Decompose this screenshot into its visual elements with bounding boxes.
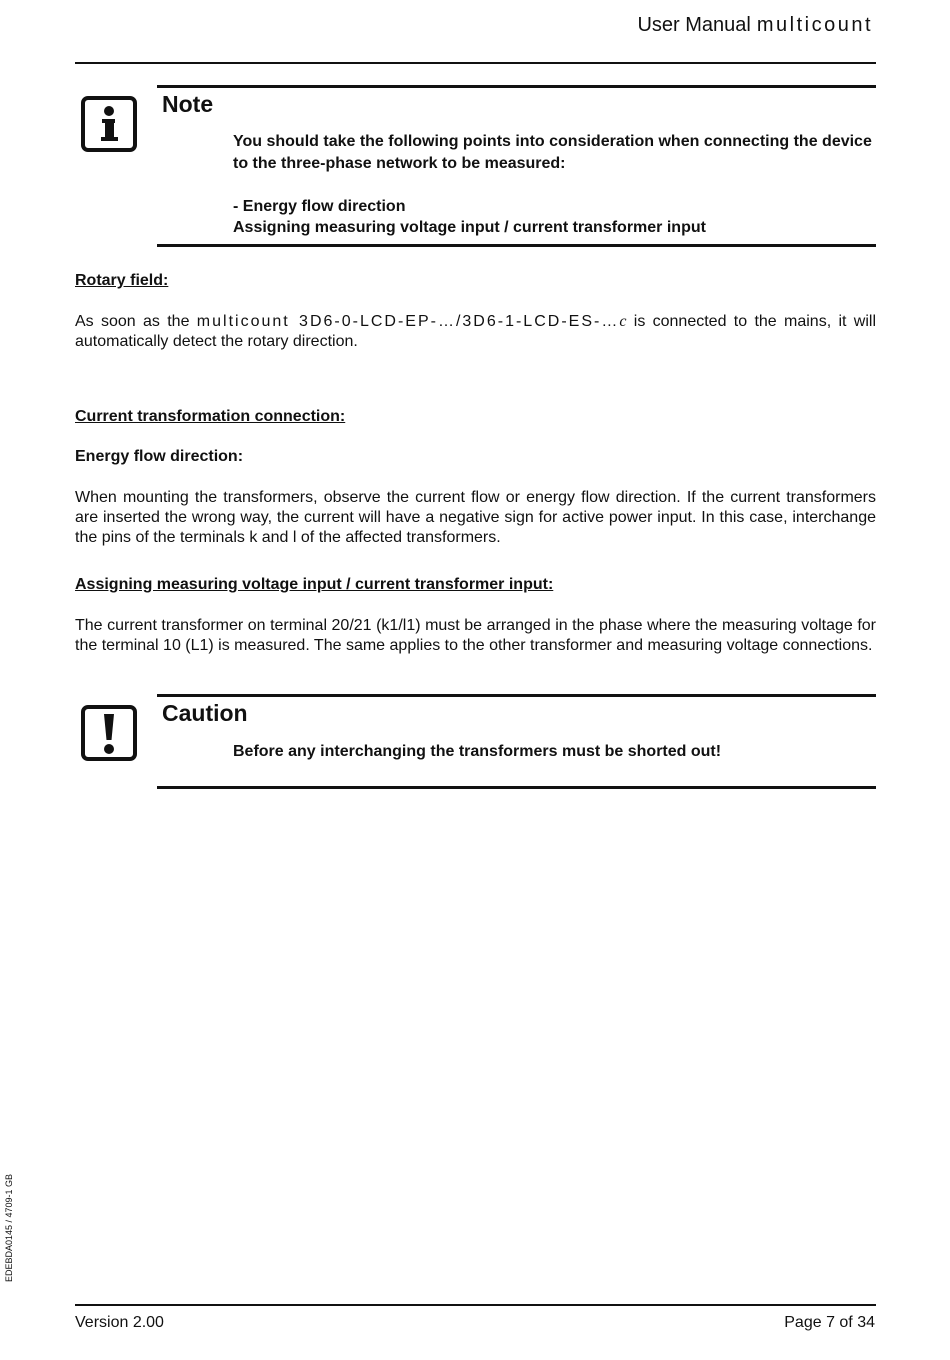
assign-paragraph: The current transformer on terminal 20/21 (k1/l1) must be arranged in the phase where the measuring voltage for the terminal 10 (L1) is measured. The same applies to the other transformer and measuring voltage connections. bbox=[75, 617, 876, 654]
rotary-brand: multicount bbox=[196, 313, 290, 330]
rotary-paragraph bbox=[75, 312, 876, 352]
info-icon bbox=[81, 96, 137, 152]
note-title: Note bbox=[162, 91, 214, 117]
caution-text: Before any interchanging the transformers must be shorted out! bbox=[233, 743, 722, 760]
caution-title: Caution bbox=[162, 700, 248, 726]
note-line-3: Assigning measuring voltage input / current transformer input bbox=[233, 219, 706, 236]
rotary-heading: Rotary field: bbox=[75, 272, 169, 289]
exclamation-icon bbox=[81, 705, 137, 761]
document-code: EDEBDA0145 / 4709-1 GB bbox=[4, 1173, 14, 1282]
caution-top-rule bbox=[157, 694, 876, 697]
note-line-2: - Energy flow direction bbox=[233, 197, 406, 215]
footer-version: Version 2.00 bbox=[75, 1314, 164, 1331]
page-header bbox=[637, 14, 873, 37]
exclamation-glyph bbox=[85, 709, 133, 757]
current-heading: Current transformation connection: bbox=[75, 408, 346, 425]
footer-page-number: Page 7 of 34 bbox=[784, 1314, 875, 1331]
rotary-suffix: c bbox=[619, 313, 627, 330]
note-bottom-rule bbox=[157, 244, 876, 247]
footer-rule bbox=[75, 1304, 876, 1306]
caution-bottom-rule bbox=[157, 786, 876, 789]
rotary-text-after: is connected to the mains, it will automatically detect the rotary direction. bbox=[75, 313, 877, 350]
energy-flow-subheading: Energy flow direction: bbox=[75, 448, 244, 465]
rotary-text-before: As soon as the bbox=[75, 313, 197, 330]
note-top-rule bbox=[157, 85, 876, 88]
note-line-1: You should take the following points into consideration when connecting the device to the three-phase network to be measured: bbox=[233, 133, 872, 172]
header-brand: multicount bbox=[756, 14, 873, 36]
header-rule bbox=[75, 62, 876, 64]
info-glyph bbox=[85, 100, 133, 148]
rotary-model: 3D6-0-LCD-EP-…/3D6-1-LCD-ES-… bbox=[289, 313, 620, 330]
energy-flow-paragraph: When mounting the transformers, observe the current flow or energy flow direction. If the current transformers are inserted the wrong way, the current will have a negative sign for active power input. In this case, interchange the pins of the terminals k and l of the affected transformers. bbox=[75, 489, 876, 546]
assign-heading: Assigning measuring voltage input / current transformer input: bbox=[75, 576, 554, 593]
note-text bbox=[233, 131, 873, 239]
header-title: User Manual bbox=[637, 14, 751, 36]
